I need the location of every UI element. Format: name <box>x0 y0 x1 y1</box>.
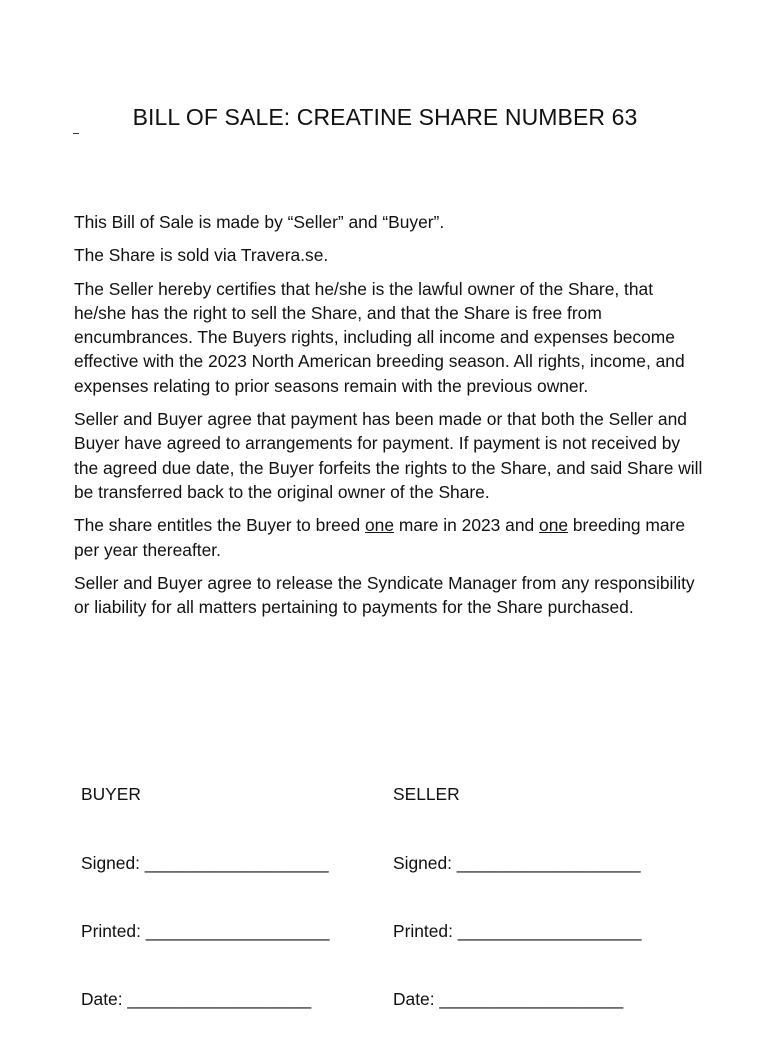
buyer-date-line: Date: ___________________ <box>81 988 312 1009</box>
entitlement-text-b: mare in 2023 and <box>394 515 540 536</box>
paragraph-release: Seller and Buyer agree to release the Syndicate Manager from any responsibility or liability for all matters pertaining to payments for the Share purchased. <box>74 572 695 618</box>
buyer-printed-line: Printed: ___________________ <box>81 920 330 941</box>
entitlement-text-a: The share entitles the Buyer to breed <box>74 515 365 536</box>
entitlement-text-c: breeding mare per year thereafter. <box>74 515 686 560</box>
paragraph-payment: Seller and Buyer agree that payment has been made or that both the Seller and Buyer have agreed to arrangements for payment. If payment is not received by the agreed due date, the Buyer forfeits the rights to the Share, and said Share will be transferred back to the original owner of the Share. <box>74 409 703 502</box>
entitlement-underline-one-b: one <box>539 515 569 536</box>
paragraph-certification: The Seller hereby certifies that he/she is the lawful owner of the Share, that he/she has the right to sell the Share, and that the Share is free from encumbrances. The Buyers rights, including all income and expenses become effective with the 2023 North American breeding season. All rights, income, and expenses relating to prior seasons remain with the previous owner. <box>74 278 685 396</box>
entitlement-underline-one-a: one <box>364 515 394 536</box>
seller-signature-block <box>393 738 642 1056</box>
paragraph-entitlement <box>74 513 704 562</box>
seller-signed-line: Signed: ___________________ <box>393 852 641 873</box>
seller-printed-line: Printed: ___________________ <box>393 920 642 941</box>
document-title: BILL OF SALE: CREATINE SHARE NUMBER 63 <box>132 104 638 130</box>
document-body <box>74 210 704 628</box>
paragraph-intro: This Bill of Sale is made by “Seller” and “Buyer”. <box>74 212 445 232</box>
underline-mark <box>73 133 79 134</box>
buyer-signature-block <box>81 738 330 1056</box>
seller-heading: SELLER <box>393 784 460 805</box>
buyer-signed-line: Signed: ___________________ <box>81 852 329 873</box>
paragraph-platform: The Share is sold via Travera.se. <box>74 245 329 266</box>
seller-date-line: Date: ___________________ <box>393 988 624 1009</box>
buyer-heading: BUYER <box>81 784 141 805</box>
